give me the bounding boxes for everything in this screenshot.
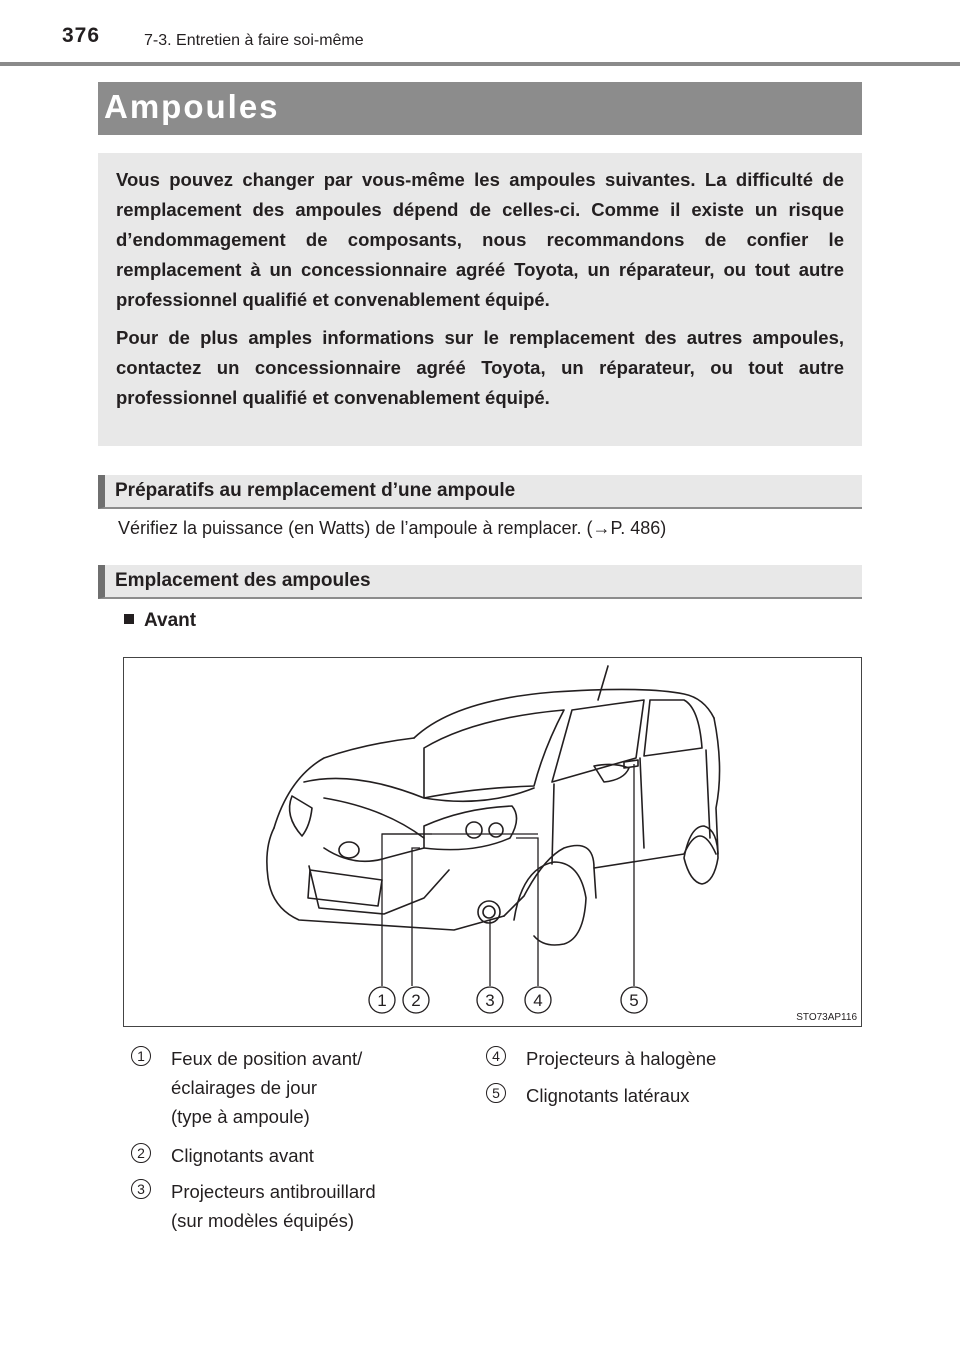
subheading-text: Avant xyxy=(144,610,197,631)
callout-1-label: 1 xyxy=(377,991,387,1010)
legend-number: 4 xyxy=(486,1046,506,1066)
legend-number: 1 xyxy=(131,1046,151,1066)
figure-code: STO73AP116 xyxy=(796,1012,857,1023)
callout-2-label: 2 xyxy=(411,991,421,1010)
legend-text: Projecteurs à halogène xyxy=(526,1048,717,1069)
callout-3-label: 3 xyxy=(485,991,495,1010)
callout-5-label: 5 xyxy=(629,991,639,1010)
callout-markers xyxy=(369,987,647,1013)
section-heading-text: Préparatifs au remplacement d’une ampoule xyxy=(115,480,516,501)
preparation-text: Vérifiez la puissance (en Watts) de l’ampoule à remplacer. (→P. 486) xyxy=(118,518,667,538)
legend-number: 3 xyxy=(131,1179,151,1199)
intro-box xyxy=(98,153,862,446)
legend-number: 5 xyxy=(486,1083,506,1103)
car-illustration xyxy=(124,658,861,1026)
callout-4-label: 4 xyxy=(533,991,543,1010)
section-heading-location xyxy=(98,565,862,599)
page-title: Ampoules xyxy=(104,88,280,125)
section-heading-text: Emplacement des ampoules xyxy=(115,570,371,591)
legend-text: Clignotants avant xyxy=(171,1145,314,1166)
legend-text: Clignotants latéraux xyxy=(526,1085,690,1106)
section-heading-preparation xyxy=(98,475,862,509)
legend-text: Projecteurs antibrouillard xyxy=(171,1181,376,1202)
legend-text: (type à ampoule) xyxy=(171,1106,310,1127)
legend-number: 2 xyxy=(131,1143,151,1163)
intro-paragraph-1: Vous pouvez changer par vous-même les ampoules suivantes. La difficulté de remplacement des ampoules dépend de celles-ci. Comme il existe un risque d’endommagement de composants, nous recommandons de confier le remplacement à un concessionnaire agréé Toyota, un réparateur, ou tout autre professionnel qualifié et convenablement équipé. xyxy=(116,169,844,310)
car-figure xyxy=(123,657,862,1027)
legend-text: Feux de position avant/ xyxy=(171,1048,363,1069)
legend-text: éclairages de jour xyxy=(171,1077,318,1098)
subheading-front xyxy=(124,610,196,632)
square-bullet-icon xyxy=(124,614,134,624)
intro-paragraph-2: Pour de plus amples informations sur le remplacement des autres ampoules, contactez un concessionnaire agréé Toyota, un réparateur, ou tout autre professionnel qualifié et convenablement équipé. xyxy=(116,327,844,408)
title-bar xyxy=(98,82,862,135)
legend-text: (sur modèles équipés) xyxy=(171,1210,355,1231)
header-rule xyxy=(0,62,960,66)
page-number: 376 xyxy=(62,24,101,47)
running-header: 7-3. Entretien à faire soi-même xyxy=(144,32,364,49)
